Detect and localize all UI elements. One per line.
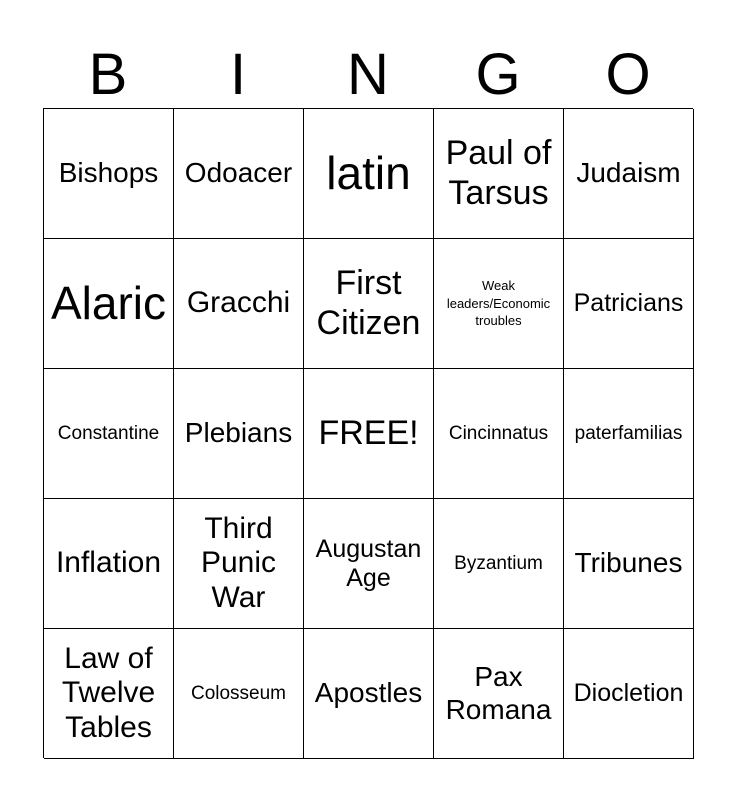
- bingo-cell-r5-c5[interactable]: Diocletion: [564, 629, 694, 759]
- bingo-cell-r1-c1[interactable]: Bishops: [44, 109, 174, 239]
- header-letter-b: B: [88, 42, 128, 107]
- bingo-cell-r5-c3[interactable]: Apostles: [304, 629, 434, 759]
- bingo-cell-r5-c2[interactable]: Colosseum: [174, 629, 304, 759]
- bingo-cell-r4-c2[interactable]: Third Punic War: [174, 499, 304, 629]
- bingo-cell-r4-c1[interactable]: Inflation: [44, 499, 174, 629]
- bingo-cell-r3-c4[interactable]: Cincinnatus: [434, 369, 564, 499]
- bingo-cell-r4-c5[interactable]: Tribunes: [564, 499, 694, 629]
- bingo-cell-r5-c1[interactable]: Law of Twelve Tables: [44, 629, 174, 759]
- bingo-cell-r3-c5[interactable]: paterfamilias: [564, 369, 694, 499]
- bingo-cell-r2-c5[interactable]: Patricians: [564, 239, 694, 369]
- bingo-cell-r4-c3[interactable]: Augustan Age: [304, 499, 434, 629]
- bingo-cell-r1-c2[interactable]: Odoacer: [174, 109, 304, 239]
- bingo-cell-r5-c4[interactable]: Pax Romana: [434, 629, 564, 759]
- bingo-cell-r2-c1[interactable]: Alaric: [44, 239, 174, 369]
- header-letter-o: O: [605, 42, 651, 107]
- header-letter-i: I: [229, 42, 247, 107]
- bingo-cell-r1-c3[interactable]: latin: [304, 109, 434, 239]
- bingo-cell-r2-c2[interactable]: Gracchi: [174, 239, 304, 369]
- bingo-cell-r2-c4[interactable]: Weak leaders/Economic troubles: [434, 239, 564, 369]
- bingo-cell-r2-c3[interactable]: First Citizen: [304, 239, 434, 369]
- bingo-cell-r1-c4[interactable]: Paul of Tarsus: [434, 109, 564, 239]
- bingo-header: [43, 42, 693, 108]
- bingo-cell-r4-c4[interactable]: Byzantium: [434, 499, 564, 629]
- header-letter-g: G: [475, 42, 521, 107]
- bingo-cell-r3-c1[interactable]: Constantine: [44, 369, 174, 499]
- header-letter-n: N: [347, 42, 389, 107]
- bingo-cell-r1-c5[interactable]: Judaism: [564, 109, 694, 239]
- bingo-cell-r3-c3-free[interactable]: FREE!: [304, 369, 434, 499]
- bingo-cell-r3-c2[interactable]: Plebians: [174, 369, 304, 499]
- bingo-card-grid: [43, 108, 693, 758]
